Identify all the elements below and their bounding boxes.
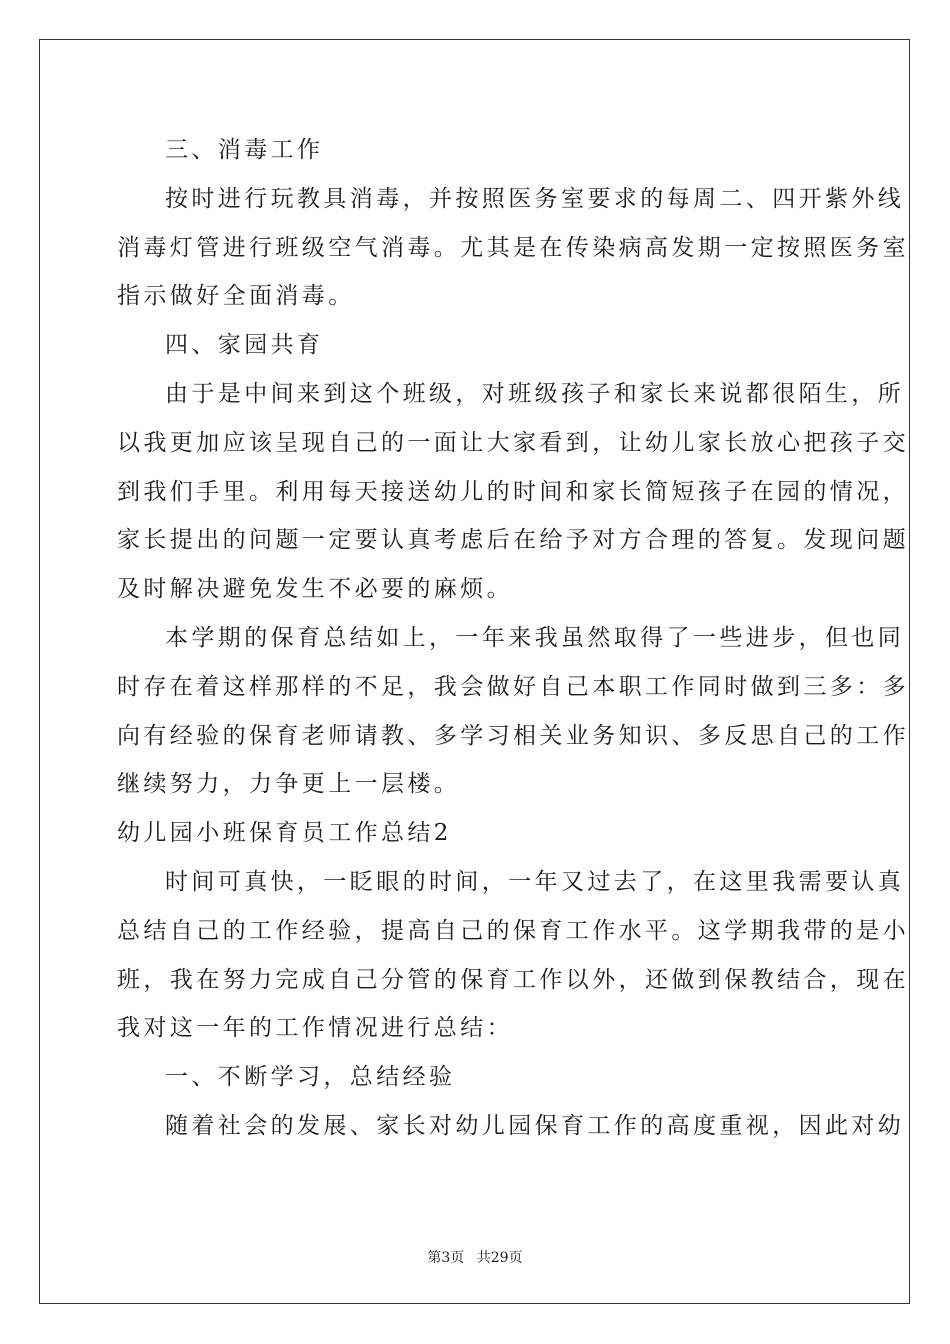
page-footer	[0, 1247, 950, 1267]
article-title: 幼儿园小班保育员工作总结2	[117, 820, 452, 847]
section-heading-home-school: 四、家园共育	[165, 332, 324, 359]
paragraph-line: 向有经验的保育老师请教、多学习相关业务知识、多反思自己的工作	[117, 722, 909, 749]
section-heading-disinfection: 三、消毒工作	[165, 137, 324, 163]
paragraph-line: 随着社会的发展、家长对幼儿园保育工作的高度重视，因此对幼	[165, 1112, 905, 1139]
paragraph-line: 时存在着这样那样的不足，我会做好自己本职工作同时做到三多：多	[117, 673, 909, 700]
page-total: 共29页	[476, 1250, 523, 1266]
paragraph-line: 继续努力，力争更上一层楼。	[117, 771, 461, 798]
document-body	[117, 126, 909, 1151]
paragraph-line: 家长提出的问题一定要认真考虑后在给予对方合理的答复。发现问题	[117, 527, 909, 554]
page-number: 第3页	[427, 1250, 465, 1266]
paragraph-line: 到我们手里。利用每天接送幼儿的时间和家长简短孩子在园的情况，	[117, 478, 909, 505]
section-heading-learning: 一、不断学习，总结经验	[165, 1064, 456, 1091]
paragraph-line: 时间可真快，一眨眼的时间，一年又过去了，在这里我需要认真	[165, 868, 905, 895]
paragraph-line: 指示做好全面消毒。	[117, 283, 355, 310]
paragraph-line: 总结自己的工作经验，提高自己的保育工作水平。这学期我带的是小	[117, 917, 909, 944]
paragraph-line: 按时进行玩教具消毒，并按照医务室要求的每周二、四开紫外线	[165, 185, 905, 212]
paragraph-line: 消毒灯管进行班级空气消毒。尤其是在传染病高发期一定按照医务室	[117, 234, 909, 261]
paragraph-line: 及时解决避免发生不必要的麻烦。	[117, 576, 513, 603]
paragraph-line: 由于是中间来到这个班级，对班级孩子和家长来说都很陌生，所	[165, 380, 905, 407]
paragraph-line: 我对这一年的工作情况进行总结：	[117, 1015, 513, 1042]
paragraph-line: 班，我在努力完成自己分管的保育工作以外，还做到保教结合，现在	[117, 966, 909, 993]
paragraph-line: 本学期的保育总结如上，一年来我虽然取得了一些进步，但也同	[165, 624, 905, 651]
paragraph-line: 以我更加应该呈现自己的一面让大家看到，让幼儿家长放心把孩子交	[117, 429, 909, 456]
